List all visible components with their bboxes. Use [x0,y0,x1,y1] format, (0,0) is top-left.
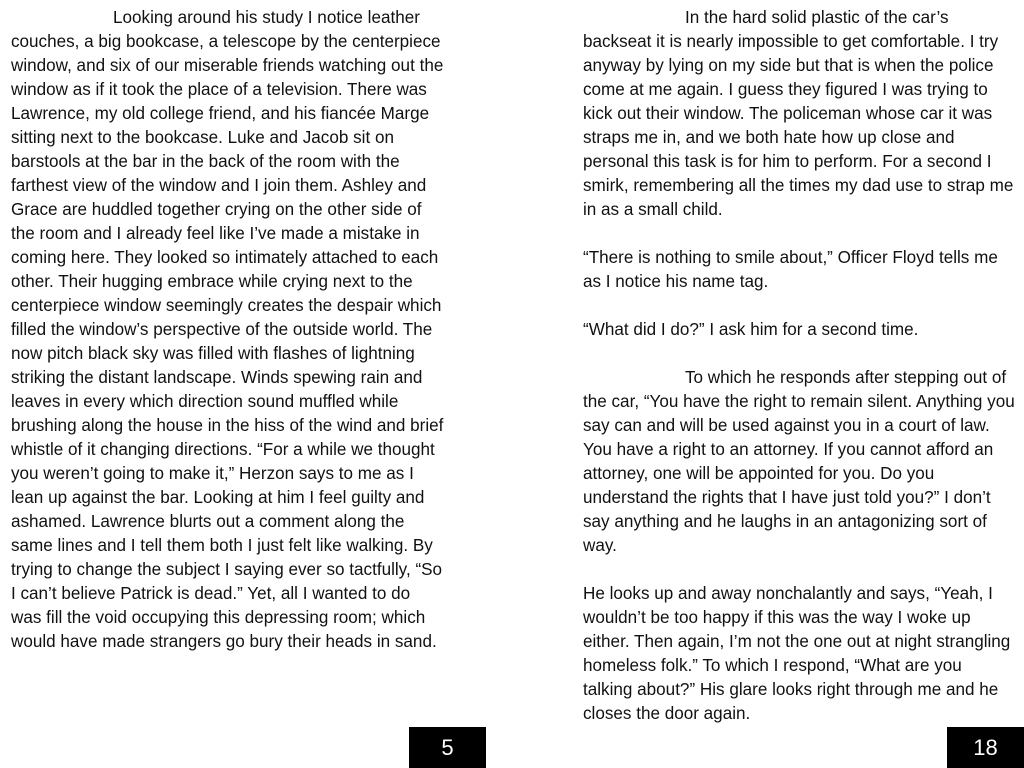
right-page-paragraph: He looks up and away nonchalantly and says, “Yeah, I wouldn’t be too happy if this was the way I woke up either. Then again, I’m not the one out at night strangling homeless folk.” To which I respond, “What are you talking about?” His glare looks right through me and he closes the door again. [583,584,1011,723]
right-page-paragraph: To which he responds after stepping out of the car, “You have the right to remain silent. Anything you say can and will be used against you in a court of law. You have a right to an attorney. If you cannot afford an attorney, one will be appointed for you. Do you understand the rights that I have just told you?” I don’t say anything and he laughs in an antagonizing sort of way. [583,368,1015,555]
right-page-text [583,6,1015,726]
left-page-number: 5 [409,727,486,768]
right-page-paragraph: In the hard solid plastic of the car’s backseat it is nearly impossible to get comfortable. I try anyway by lying on my side but that is when the police come at me again. I guess they figured I was trying to kick out their window. The policeman whose car it was straps me in, and we both hate how up close and personal this task is for him to perform. For a second I smirk, remembering all the times my dad use to strap me in as a small child. [583,8,1014,219]
right-page-paragraph: “There is nothing to smile about,” Officer Floyd tells me as I notice his name tag. [583,248,998,291]
right-page-paragraph: “What did I do?” I ask him for a second time. [583,320,919,339]
left-page-paragraph: Looking around his study I notice leather couches, a big bookcase, a telescope by the centerpiece window, and six of our miserable friends watching out the window as if it took the place of a television. There was Lawrence, my old college friend, and his fiancée Marge sitting next to the bookcase. Luke and Jacob sit on barstools at the bar in the back of the room with the farthest view of the window and I join them. Ashley and Grace are huddled together crying on the other side of the room and I already feel like I’ve made a mistake in coming here. They looked so intimately attached to each other. Their hugging embrace while crying next to the centerpiece window seemingly creates the despair which filled the window’s perspective of the outside world. The now pitch black sky was filled with flashes of lightning striking the distant landscape. Winds spewing rain and leaves in every which direction sound muffled while brushing along the house in the hiss of the wind and brief whistle of it changing directions. “For a while we thought you weren’t going to make it,” Herzon says to me as I lean up against the bar. Looking at him I feel guilty and ashamed. Lawrence blurts out a comment along the same lines and I tell them both I just felt like walking. By trying to change the subject I saying ever so tactfully, “So I can’t believe Patrick is dead.” Yet, all I wanted to do was fill the void occupying this depressing room; which would have made strangers go bury their heads in sand. [11,8,444,651]
right-page-number: 18 [947,727,1024,768]
left-page-text [11,6,445,654]
